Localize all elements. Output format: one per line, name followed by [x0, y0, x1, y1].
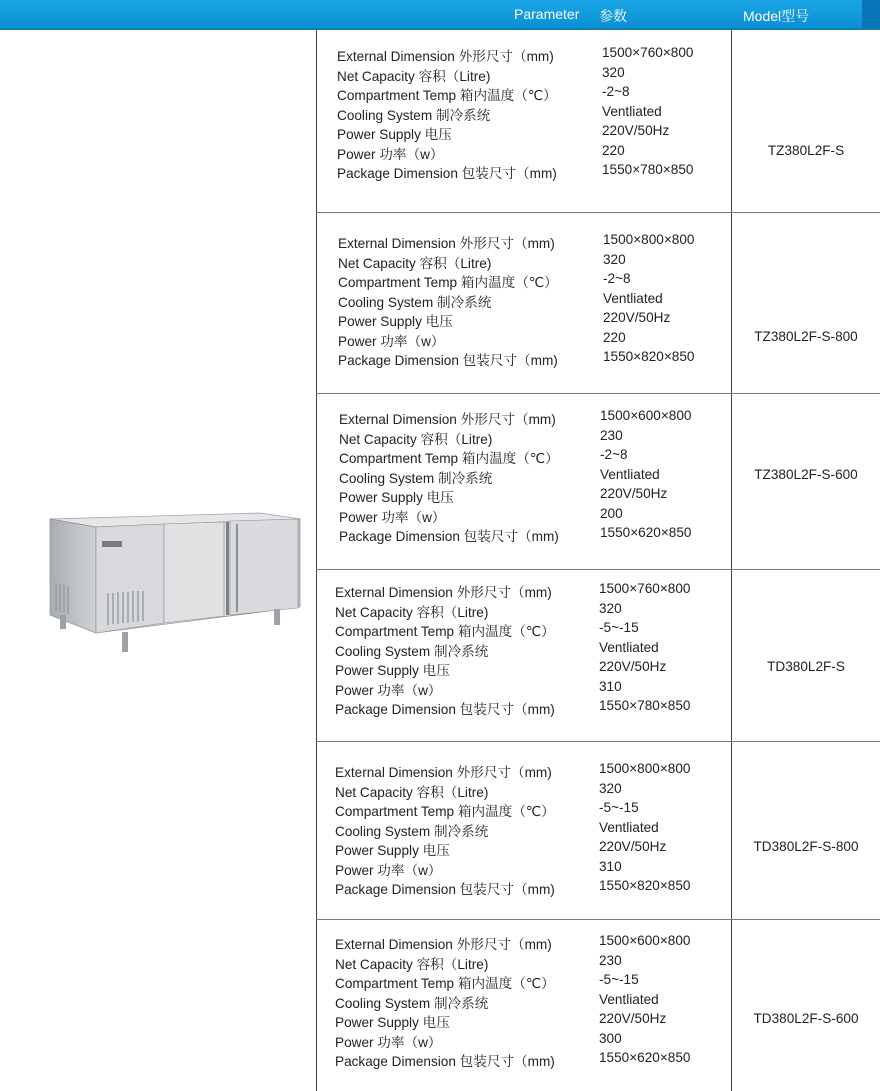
model-number: TD380L2F-S: [767, 659, 845, 674]
model-number: TD380L2F-S-800: [753, 839, 859, 854]
header-parameter-zh: 参数: [599, 8, 627, 24]
column-divider-right: [731, 30, 732, 1091]
header-model: Model型号: [743, 8, 810, 24]
model-number: TD380L2F-S-600: [753, 1011, 859, 1026]
row-divider: [316, 919, 880, 920]
row-divider: [316, 569, 880, 570]
refrigerator-illustration: [46, 505, 306, 660]
header-accent: [862, 0, 880, 28]
header-parameter: Parameter: [514, 6, 580, 22]
model-number: TZ380L2F-S: [767, 143, 845, 158]
column-divider-left: [316, 30, 317, 1091]
model-number: TZ380L2F-S-600: [754, 467, 858, 482]
table-header: [0, 0, 880, 30]
row-divider: [316, 741, 880, 742]
row-divider: [316, 212, 880, 213]
model-number: TZ380L2F-S-800: [754, 329, 858, 344]
row-divider: [316, 393, 880, 394]
